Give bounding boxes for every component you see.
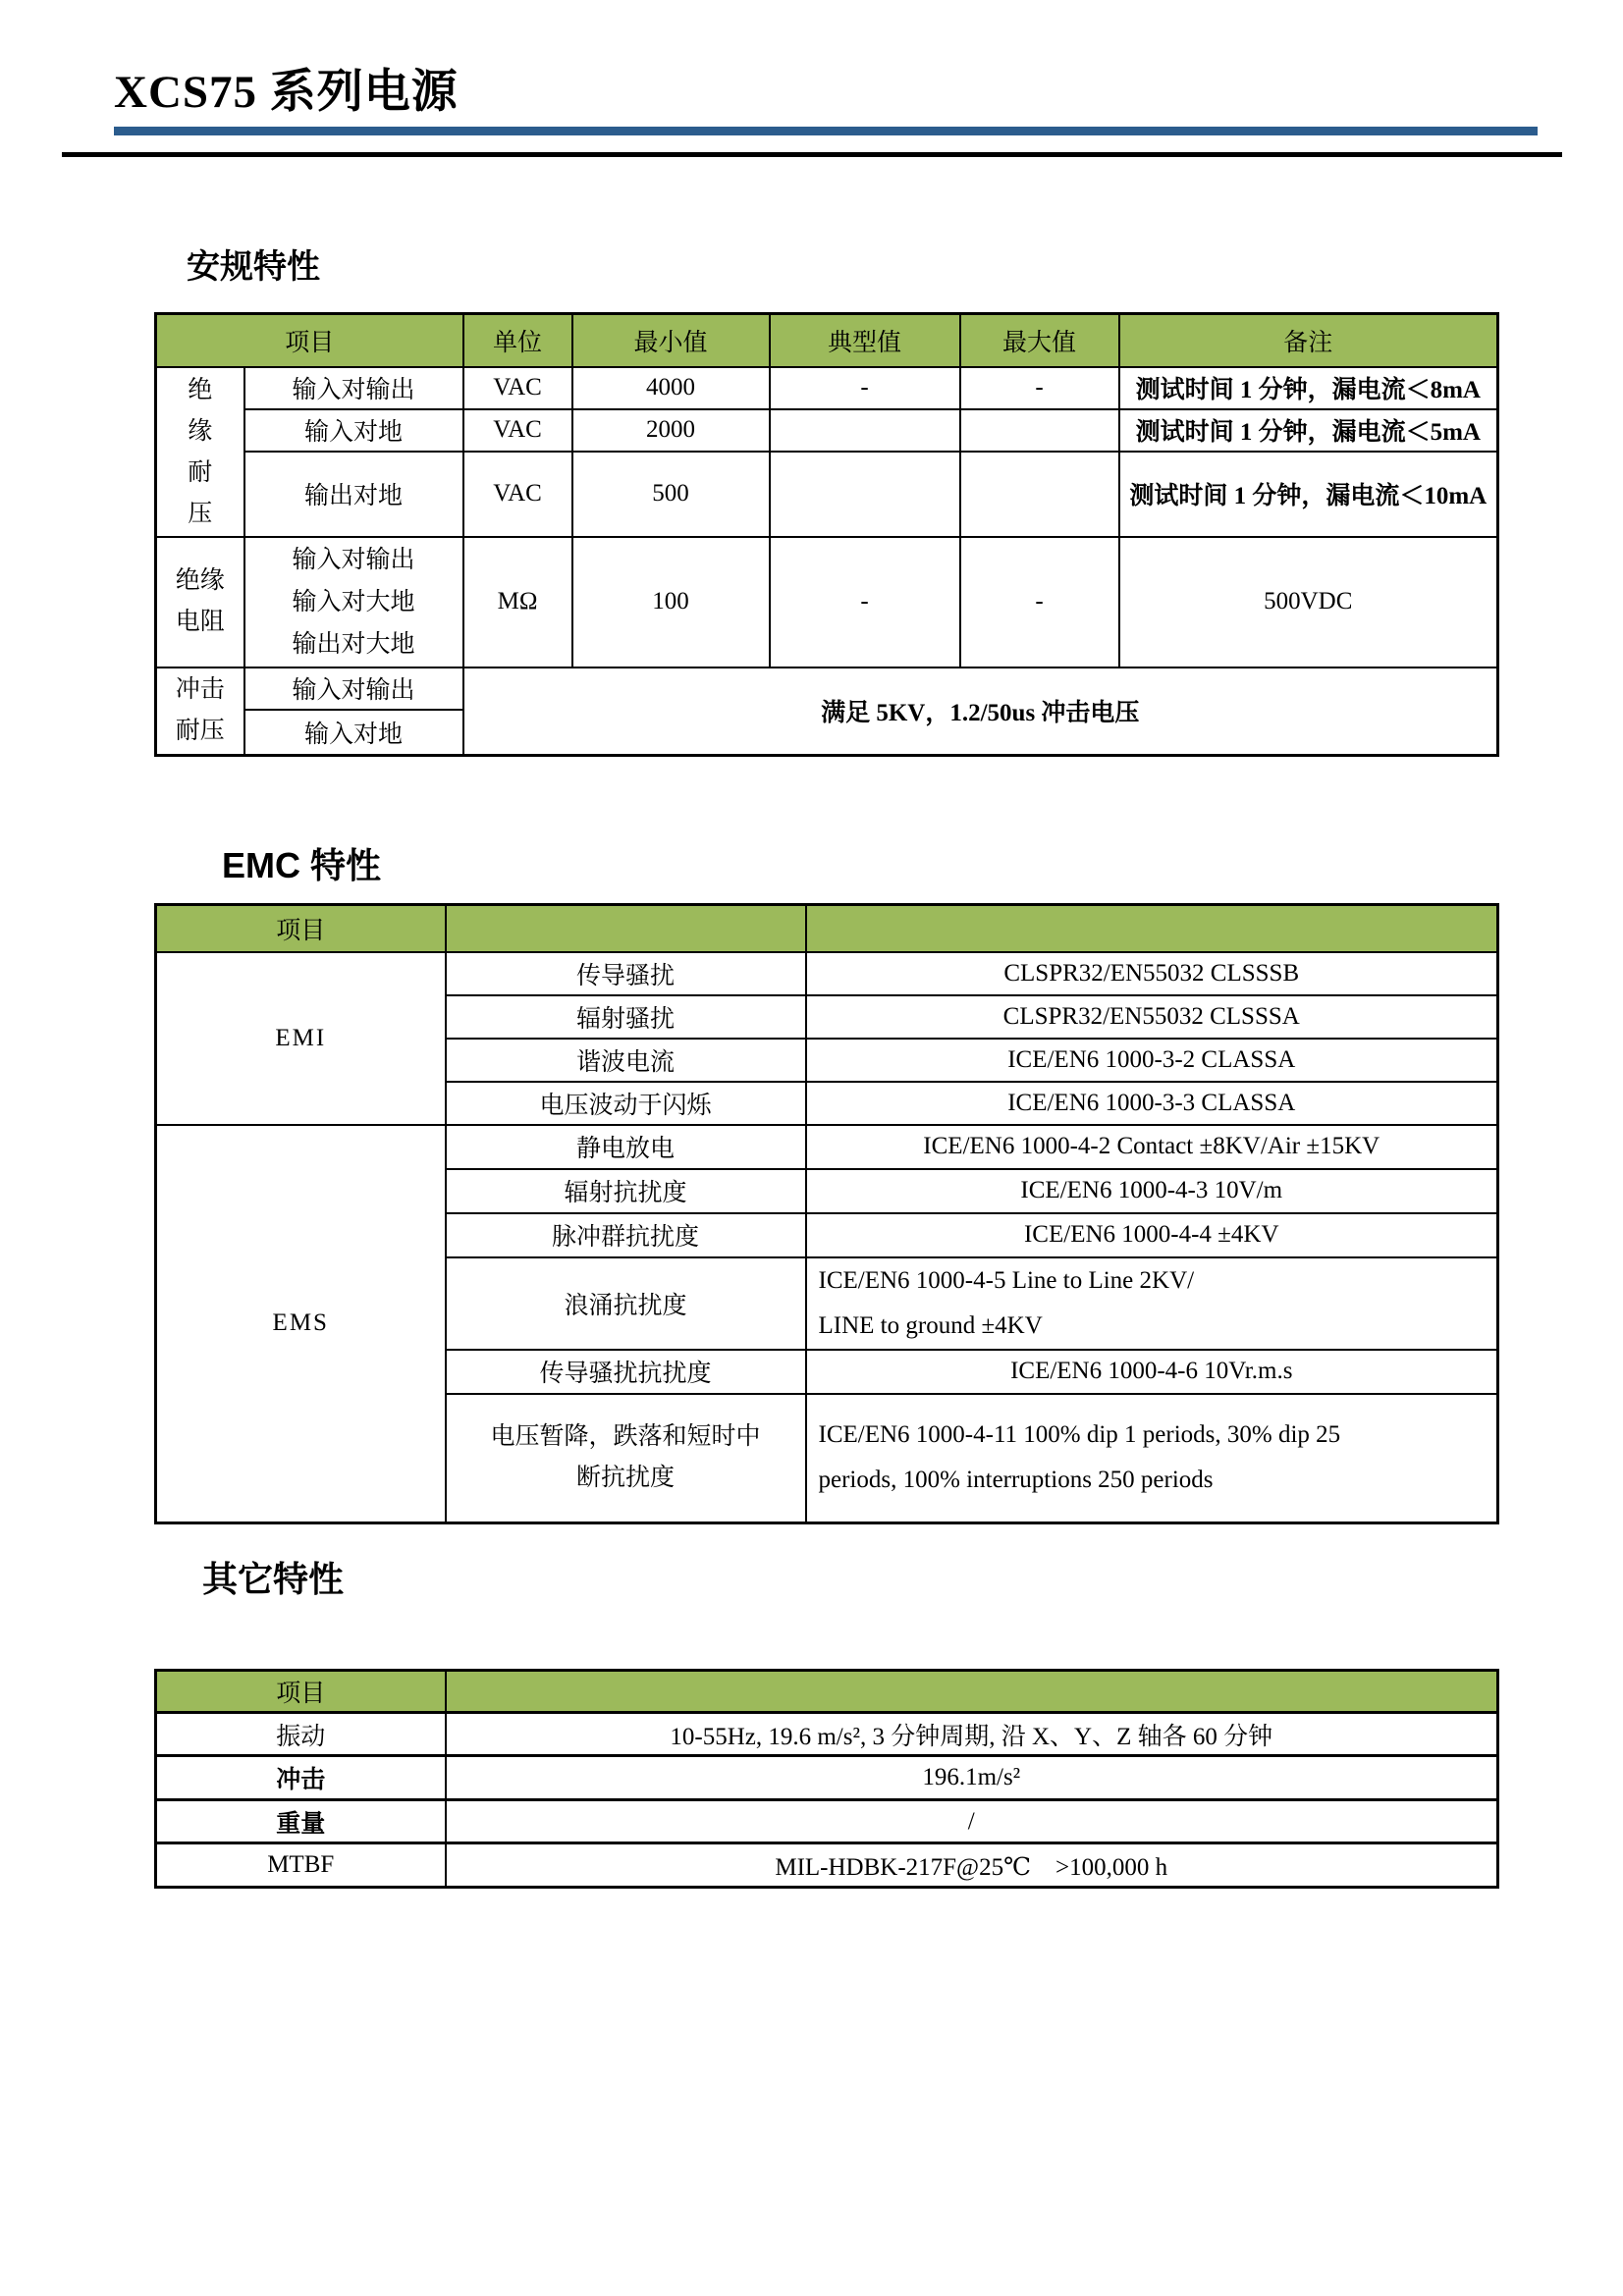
table-row	[156, 452, 1498, 537]
table-row	[156, 1713, 1498, 1756]
item-line: 输出对大地	[292, 630, 415, 658]
item-cell: 输入对地	[244, 409, 463, 452]
value-cell: ICE/EN6 1000-4-4 ±4KV	[806, 1213, 1498, 1257]
col-header-unit: 单位	[463, 314, 572, 367]
col-header-typ: 典型值	[770, 314, 960, 367]
typ-cell	[770, 452, 960, 537]
note-cell: 500VDC	[1119, 537, 1498, 667]
accent-rule	[114, 127, 1538, 135]
group-label-line: 冲击	[175, 676, 225, 704]
value-cell: ICE/EN6 1000-4-3 10V/m	[806, 1169, 1498, 1213]
item-cell: 浪涌抗扰度	[446, 1257, 806, 1350]
item-cell: 传导骚扰抗扰度	[446, 1350, 806, 1394]
col-header-note: 备注	[1119, 314, 1498, 367]
min-cell: 4000	[572, 367, 770, 409]
section-title-emc: EMC 特性	[222, 845, 382, 885]
typ-cell	[770, 409, 960, 452]
max-cell	[960, 452, 1119, 537]
unit-cell: VAC	[463, 452, 572, 537]
max-cell: -	[960, 367, 1119, 409]
group-label-withstand	[156, 367, 244, 537]
value-cell	[806, 1257, 1498, 1350]
item-cell: MTBF	[156, 1843, 446, 1888]
value-cell: 10-55Hz, 19.6 m/s², 3 分钟周期, 沿 X、Y、Z 轴各 60 分钟	[446, 1713, 1498, 1756]
item-cell: 振动	[156, 1713, 446, 1756]
table-row	[156, 952, 1498, 995]
item-cell	[446, 1394, 806, 1523]
item-line: 断抗扰度	[575, 1465, 675, 1492]
table-row	[156, 667, 1498, 710]
value-cell: MIL-HDBK-217F@25℃ >100,000 h	[446, 1843, 1498, 1888]
note-cell: 测试时间 1 分钟，漏电流＜8mA	[1119, 367, 1498, 409]
typ-cell: -	[770, 367, 960, 409]
table-row	[156, 1800, 1498, 1843]
unit-cell: VAC	[463, 367, 572, 409]
vertical-label-char: 耐	[188, 458, 213, 486]
value-line: ICE/EN6 1000-4-5 Line to Line 2KV/	[818, 1266, 1195, 1294]
value-cell: 196.1m/s²	[446, 1756, 1498, 1800]
item-cell: 冲击	[156, 1756, 446, 1800]
group-label-surge	[156, 667, 244, 756]
min-cell: 100	[572, 537, 770, 667]
min-cell: 2000	[572, 409, 770, 452]
value-line: LINE to ground ±4KV	[818, 1311, 1043, 1339]
col-header-empty	[806, 905, 1498, 952]
table-row	[156, 367, 1498, 409]
table-row	[156, 1756, 1498, 1800]
table-row	[156, 409, 1498, 452]
section-title-safety: 安规特性	[187, 248, 320, 286]
item-cell: 输出对地	[244, 452, 463, 537]
item-cell: 输入对地	[244, 710, 463, 756]
value-cell: ICE/EN6 1000-4-2 Contact ±8KV/Air ±15KV	[806, 1125, 1498, 1169]
table-row	[156, 537, 1498, 667]
item-cell: 辐射骚扰	[446, 995, 806, 1039]
value-cell	[806, 1394, 1498, 1523]
item-cell	[244, 537, 463, 667]
page-title: XCS75 系列电源	[114, 67, 459, 118]
col-header-item: 项目	[156, 905, 446, 952]
vertical-label-char: 绝	[188, 376, 213, 403]
item-line: 输入对大地	[292, 588, 415, 615]
value-cell: ICE/EN6 1000-3-2 CLASSA	[806, 1039, 1498, 1082]
col-header-item: 项目	[156, 314, 463, 367]
item-cell: 辐射抗扰度	[446, 1169, 806, 1213]
header-rule	[62, 152, 1562, 157]
item-line: 输入对输出	[292, 546, 415, 573]
item-cell: 静电放电	[446, 1125, 806, 1169]
item-line: 电压暂降，跌落和短时中	[490, 1423, 761, 1451]
item-cell: 脉冲群抗扰度	[446, 1213, 806, 1257]
value-cell: ICE/EN6 1000-4-6 10Vr.m.s	[806, 1350, 1498, 1394]
item-cell: 重量	[156, 1800, 446, 1843]
value-cell: /	[446, 1800, 1498, 1843]
unit-cell: VAC	[463, 409, 572, 452]
emc-table	[154, 903, 1499, 1524]
col-header-empty	[446, 905, 806, 952]
col-header-min: 最小值	[572, 314, 770, 367]
item-cell: 谐波电流	[446, 1039, 806, 1082]
item-cell: 传导骚扰	[446, 952, 806, 995]
other-header-row	[156, 1671, 1498, 1713]
group-label-line: 绝缘	[175, 567, 225, 594]
col-header-max: 最大值	[960, 314, 1119, 367]
group-label-line: 电阻	[175, 609, 225, 635]
note-cell: 测试时间 1 分钟，漏电流＜10mA	[1119, 452, 1498, 537]
other-table	[154, 1669, 1499, 1889]
value-cell: CLSPR32/EN55032 CLSSSB	[806, 952, 1498, 995]
surge-value-cell: 满足 5KV，1.2/50us 冲击电压	[463, 667, 1498, 756]
group-label-insulation	[156, 537, 244, 667]
group-label-line: 耐压	[175, 718, 225, 745]
col-header-empty	[446, 1671, 1498, 1713]
safety-table	[154, 312, 1499, 757]
safety-header-row	[156, 314, 1498, 367]
value-line: ICE/EN6 1000-4-11 100% dip 1 periods, 30% dip 25	[818, 1421, 1341, 1449]
value-cell: ICE/EN6 1000-3-3 CLASSA	[806, 1082, 1498, 1125]
value-cell: CLSPR32/EN55032 CLSSSA	[806, 995, 1498, 1039]
section-title-other: 其它特性	[202, 1559, 345, 1599]
table-row	[156, 1843, 1498, 1888]
vertical-label-char: 压	[188, 500, 213, 527]
value-line: periods, 100% interruptions 250 periods	[818, 1467, 1214, 1494]
table-row	[156, 1125, 1498, 1169]
group-label-emi: EMI	[156, 952, 446, 1125]
note-cell: 测试时间 1 分钟，漏电流＜5mA	[1119, 409, 1498, 452]
typ-cell: -	[770, 537, 960, 667]
vertical-label-char: 缘	[188, 417, 213, 445]
col-header-item: 项目	[156, 1671, 446, 1713]
item-cell: 电压波动于闪烁	[446, 1082, 806, 1125]
group-label-ems: EMS	[156, 1125, 446, 1523]
min-cell: 500	[572, 452, 770, 537]
max-cell	[960, 409, 1119, 452]
max-cell: -	[960, 537, 1119, 667]
item-cell: 输入对输出	[244, 367, 463, 409]
item-cell: 输入对输出	[244, 667, 463, 710]
emc-header-row	[156, 905, 1498, 952]
unit-cell: MΩ	[463, 537, 572, 667]
vertical-label	[157, 369, 243, 534]
